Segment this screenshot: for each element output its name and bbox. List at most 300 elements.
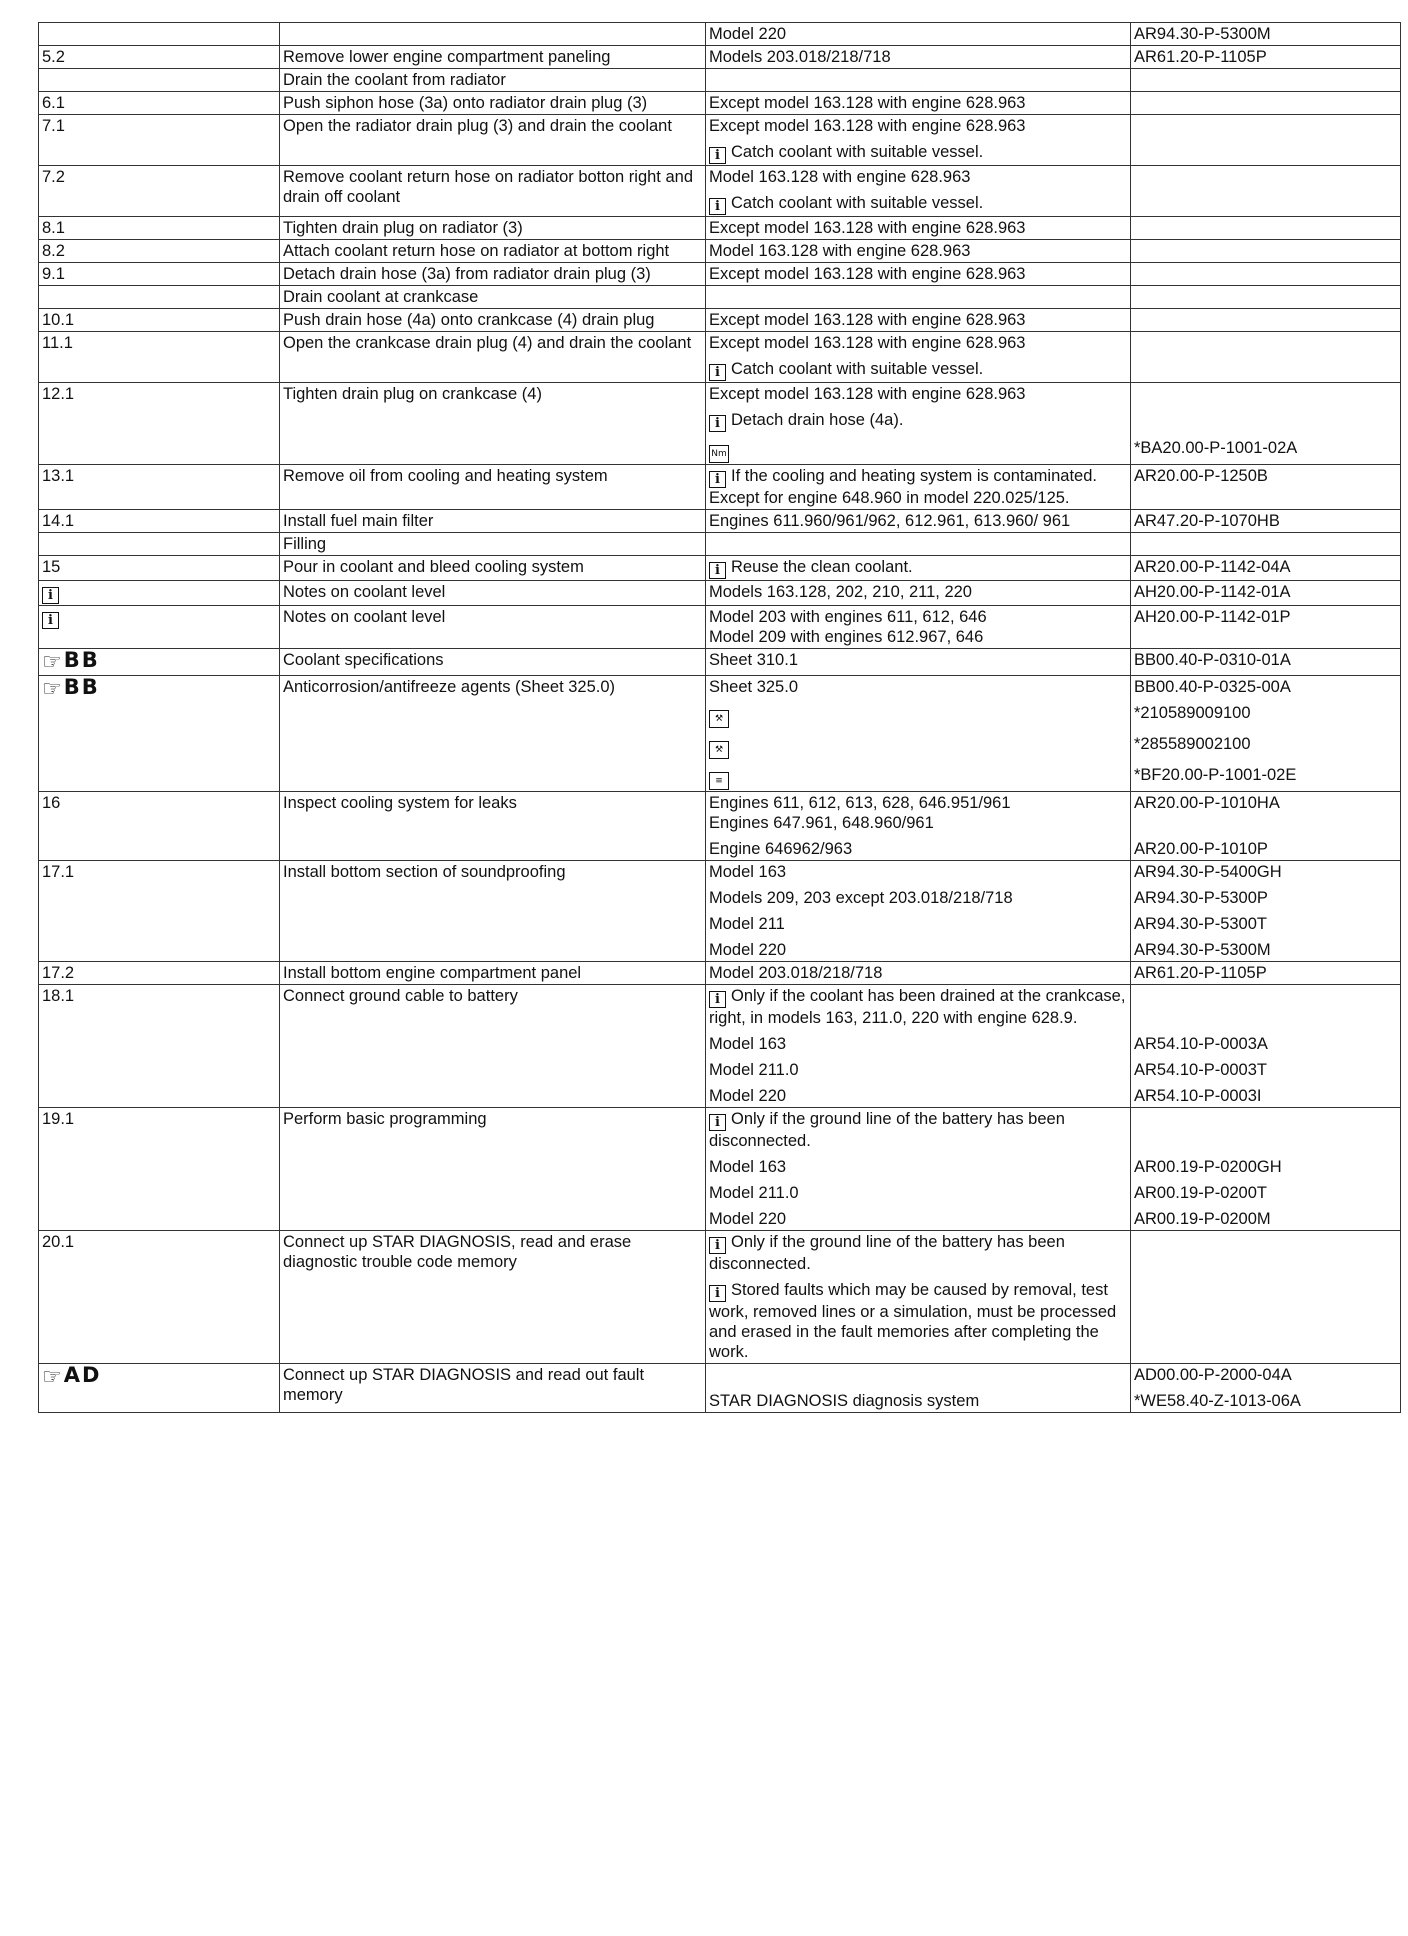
step-description: Push drain hose (4a) onto crankcase (4) drain plug [280, 309, 706, 332]
step-conditions [706, 23, 1131, 46]
reference-code: AR00.19-P-0200M [1134, 1210, 1271, 1228]
step-description: Inspect cooling system for leaks [280, 792, 706, 861]
condition-line [709, 963, 1127, 983]
reference-code: AR94.30-P-5300P [1134, 889, 1268, 907]
reference-code [1134, 1232, 1397, 1274]
procedure-row [39, 962, 1401, 985]
step-number: 8.2 [42, 242, 65, 260]
step-number-cell [39, 792, 280, 861]
condition-text: Except model 163.128 with engine 628.963 [709, 117, 1026, 135]
info-icon: i [709, 198, 726, 215]
step-number-cell [39, 263, 280, 286]
step-number: 12.1 [42, 385, 75, 403]
step-number: 11.1 [42, 334, 73, 352]
step-description: Remove oil from cooling and heating system [280, 465, 706, 510]
step-description: Detach drain hose (3a) from radiator drain plug (3) [280, 263, 706, 286]
step-number-cell [39, 92, 280, 115]
step-references [1131, 962, 1401, 985]
step-references [1131, 1364, 1401, 1413]
step-description: Tighten drain plug on radiator (3) [280, 217, 706, 240]
procedure-row [39, 332, 1401, 383]
step-references [1131, 46, 1401, 69]
step-description: Drain coolant at crankcase [280, 286, 706, 309]
procedure-row [39, 985, 1401, 1108]
condition-line [709, 218, 1127, 238]
step-number-cell [39, 46, 280, 69]
reference-code: *210589009100 [1134, 704, 1251, 722]
condition-line [709, 310, 1127, 330]
hand-pointer-icon: ☞ [42, 677, 62, 702]
info-icon: i [42, 612, 59, 629]
condition-line [709, 167, 1127, 187]
step-number: 17.2 [42, 964, 75, 982]
reference-code [1134, 1109, 1397, 1151]
step-conditions [706, 985, 1131, 1108]
condition-line [709, 1157, 1127, 1177]
info-icon: i [709, 991, 726, 1008]
step-conditions [706, 46, 1131, 69]
condition-line [709, 986, 1127, 1028]
step-number-cell [39, 606, 280, 649]
step-number-cell [39, 23, 280, 46]
condition-line [709, 1280, 1127, 1362]
reference-code: *BF20.00-P-1001-02E [1134, 766, 1297, 784]
step-number: 7.1 [42, 117, 65, 135]
step-references [1131, 240, 1401, 263]
condition-line [709, 940, 1127, 960]
fluid-icon: ≡ [709, 772, 729, 790]
step-references [1131, 985, 1401, 1108]
condition-text: Models 203.018/218/718 [709, 48, 891, 66]
condition-line [709, 116, 1127, 136]
condition-text: Except model 163.128 with engine 628.963 [709, 311, 1026, 329]
condition-line [709, 607, 1127, 647]
step-description: Coolant specifications [280, 649, 706, 676]
condition-line [709, 410, 1127, 432]
reference-code: AR00.19-P-0200T [1134, 1184, 1267, 1202]
step-conditions [706, 861, 1131, 962]
procedure-row [39, 581, 1401, 606]
condition-line [709, 862, 1127, 882]
condition-line [709, 47, 1127, 67]
condition-text: Model 203.018/218/718 [709, 964, 883, 982]
condition-line [709, 914, 1127, 934]
reference-code [1134, 310, 1397, 330]
procedure-row [39, 1231, 1401, 1364]
condition-line [709, 93, 1127, 113]
condition-line [709, 1391, 1127, 1411]
condition-text: Engines 611, 612, 613, 628, 646.951/961 Engines 647.961, 648.960/961 [709, 794, 1011, 832]
reference-code: AR94.30-P-5300M [1134, 25, 1271, 43]
reference-code [1134, 1280, 1397, 1362]
reference-code [1134, 193, 1397, 215]
procedure-row [39, 383, 1401, 465]
condition-text: Model 211 [709, 915, 785, 933]
step-number-cell [39, 383, 280, 465]
condition-text: Model 211.0 [709, 1061, 799, 1079]
condition-line [709, 1232, 1127, 1274]
step-number: 9.1 [42, 265, 65, 283]
step-description: Remove coolant return hose on radiator botton right and drain off coolant [280, 166, 706, 217]
hand-pointer-icon: ☞ [42, 650, 62, 675]
step-references [1131, 510, 1401, 533]
step-references [1131, 465, 1401, 510]
step-number: 7.2 [42, 168, 65, 186]
reference-code: AR20.00-P-1010P [1134, 840, 1268, 858]
step-conditions [706, 510, 1131, 533]
condition-text: Except model 163.128 with engine 628.963 [709, 385, 1026, 403]
condition-line [709, 888, 1127, 908]
procedure-row [39, 69, 1401, 92]
condition-text: Stored faults which may be caused by removal, test work, removed lines or a simulation, must be processed and erased in the fault memories after completing the work. [709, 1281, 1117, 1361]
step-number: 17.1 [42, 863, 75, 881]
reference-code: AR54.10-P-0003A [1134, 1035, 1268, 1053]
step-number-cell [39, 240, 280, 263]
condition-line [709, 534, 1127, 554]
step-description: Tighten drain plug on crankcase (4) [280, 383, 706, 465]
condition-line [709, 1183, 1127, 1203]
step-number: 15 [42, 558, 61, 576]
condition-line [709, 1034, 1127, 1054]
step-conditions [706, 240, 1131, 263]
condition-text: Model 220 [709, 25, 787, 43]
condition-line [709, 24, 1127, 44]
step-description [280, 23, 706, 46]
condition-line [709, 582, 1127, 602]
step-conditions [706, 1108, 1131, 1231]
info-icon: i [709, 147, 726, 164]
condition-text: Model 220 [709, 941, 787, 959]
step-number-cell [39, 649, 280, 676]
reference-code: AR00.19-P-0200GH [1134, 1158, 1282, 1176]
reference-code [1134, 167, 1397, 187]
step-conditions [706, 92, 1131, 115]
procedure-row [39, 533, 1401, 556]
reference-code: AR61.20-P-1105P [1134, 964, 1267, 982]
step-number: BB [63, 648, 100, 672]
torque-icon: Nm [709, 445, 729, 463]
step-conditions [706, 556, 1131, 581]
info-icon: i [709, 1237, 726, 1254]
reference-code: AR54.10-P-0003I [1134, 1087, 1262, 1105]
condition-line [709, 511, 1127, 531]
condition-line [709, 1109, 1127, 1151]
condition-line [709, 438, 1127, 463]
step-number-cell [39, 861, 280, 962]
info-icon: i [709, 471, 726, 488]
step-references [1131, 166, 1401, 217]
step-number: 16 [42, 794, 61, 812]
info-icon: i [709, 562, 726, 579]
condition-line [709, 359, 1127, 381]
step-references [1131, 649, 1401, 676]
step-number-cell [39, 533, 280, 556]
step-number: 14.1 [42, 512, 75, 530]
step-number-cell [39, 962, 280, 985]
condition-line [709, 734, 1127, 759]
step-number-cell [39, 1231, 280, 1364]
reference-code: AR94.30-P-5300M [1134, 941, 1271, 959]
condition-text: Model 163 [709, 1035, 787, 1053]
reference-code [1134, 384, 1397, 404]
step-references [1131, 606, 1401, 649]
reference-code: AR20.00-P-1250B [1134, 467, 1268, 485]
step-references [1131, 92, 1401, 115]
step-conditions [706, 309, 1131, 332]
condition-text: Catch coolant with suitable vessel. [731, 143, 984, 161]
reference-code [1134, 116, 1397, 136]
step-references [1131, 861, 1401, 962]
step-description: Filling [280, 533, 706, 556]
step-conditions [706, 792, 1131, 861]
condition-line [709, 793, 1127, 833]
step-conditions [706, 383, 1131, 465]
step-description: Anticorrosion/antifreeze agents (Sheet 325.0) [280, 676, 706, 792]
condition-line [709, 703, 1127, 728]
reference-code: AR20.00-P-1142-04A [1134, 558, 1291, 576]
condition-text: Model 163 [709, 1158, 787, 1176]
step-number-cell [39, 166, 280, 217]
step-description: Notes on coolant level [280, 606, 706, 649]
condition-text: Model 163 [709, 863, 787, 881]
step-number: 19.1 [42, 1110, 75, 1128]
step-references [1131, 263, 1401, 286]
step-number: 8.1 [42, 219, 65, 237]
condition-text: Models 163.128, 202, 210, 211, 220 [709, 583, 972, 601]
condition-text: If the cooling and heating system is contaminated. Except for engine 648.960 in model 220.025/125. [709, 467, 1097, 507]
step-description: Install bottom section of soundproofing [280, 861, 706, 962]
procedure-row [39, 1364, 1401, 1413]
step-description: Connect ground cable to battery [280, 985, 706, 1108]
reference-code [1134, 359, 1397, 381]
procedure-row [39, 510, 1401, 533]
condition-text: Catch coolant with suitable vessel. [731, 360, 984, 378]
step-references [1131, 309, 1401, 332]
step-description: Remove lower engine compartment paneling [280, 46, 706, 69]
step-number-cell [39, 465, 280, 510]
step-references [1131, 1231, 1401, 1364]
procedure-row [39, 606, 1401, 649]
reference-code: AR47.20-P-1070HB [1134, 512, 1280, 530]
step-description: Push siphon hose (3a) onto radiator drain plug (3) [280, 92, 706, 115]
procedure-row [39, 46, 1401, 69]
condition-line [709, 241, 1127, 261]
procedure-row [39, 115, 1401, 166]
procedure-row [39, 861, 1401, 962]
condition-text: Only if the ground line of the battery has been disconnected. [709, 1110, 1065, 1150]
reference-code: BB00.40-P-0325-00A [1134, 678, 1291, 696]
reference-code [1134, 142, 1397, 164]
step-number-cell [39, 581, 280, 606]
step-conditions [706, 1364, 1131, 1413]
condition-line [709, 557, 1127, 579]
step-references [1131, 533, 1401, 556]
step-references [1131, 383, 1401, 465]
step-conditions [706, 533, 1131, 556]
info-icon: i [709, 415, 726, 432]
step-conditions [706, 581, 1131, 606]
step-references [1131, 792, 1401, 861]
procedure-row [39, 792, 1401, 861]
step-conditions [706, 649, 1131, 676]
info-icon: i [709, 1114, 726, 1131]
step-description: Pour in coolant and bleed cooling system [280, 556, 706, 581]
step-conditions [706, 332, 1131, 383]
condition-text: Sheet 310.1 [709, 651, 798, 669]
step-description: Install fuel main filter [280, 510, 706, 533]
step-conditions [706, 606, 1131, 649]
tool-icon: ⚒ [709, 710, 729, 728]
step-conditions [706, 263, 1131, 286]
step-number: AD [63, 1363, 102, 1387]
procedure-row [39, 556, 1401, 581]
step-number-cell [39, 115, 280, 166]
condition-line [709, 1086, 1127, 1106]
condition-text: Model 220 [709, 1087, 787, 1105]
step-conditions [706, 676, 1131, 792]
condition-text: Only if the ground line of the battery has been disconnected. [709, 1233, 1065, 1273]
reference-code: AH20.00-P-1142-01P [1134, 608, 1291, 626]
reference-code: BB00.40-P-0310-01A [1134, 651, 1291, 669]
reference-code: AR61.20-P-1105P [1134, 48, 1267, 66]
condition-line [709, 70, 1127, 90]
step-number-cell [39, 985, 280, 1108]
reference-code: AD00.00-P-2000-04A [1134, 1366, 1292, 1384]
condition-line [709, 193, 1127, 215]
step-conditions [706, 217, 1131, 240]
condition-line [709, 333, 1127, 353]
step-number-cell [39, 309, 280, 332]
step-references [1131, 1108, 1401, 1231]
reference-code [1134, 410, 1397, 432]
condition-text: Model 211.0 [709, 1184, 799, 1202]
condition-line [709, 264, 1127, 284]
condition-line [709, 142, 1127, 164]
step-description: Install bottom engine compartment panel [280, 962, 706, 985]
condition-line [709, 1365, 1127, 1385]
step-number-cell [39, 676, 280, 792]
reference-code [1134, 218, 1397, 238]
condition-text: STAR DIAGNOSIS diagnosis system [709, 1392, 980, 1410]
step-references [1131, 556, 1401, 581]
procedure-row [39, 1108, 1401, 1231]
procedure-document [38, 22, 1372, 1413]
step-number: 10.1 [42, 311, 75, 329]
condition-text: Sheet 325.0 [709, 678, 798, 696]
procedure-row [39, 263, 1401, 286]
procedure-row [39, 240, 1401, 263]
step-description: Drain the coolant from radiator [280, 69, 706, 92]
step-description: Connect up STAR DIAGNOSIS and read out fault memory [280, 1364, 706, 1413]
step-conditions [706, 115, 1131, 166]
info-icon: i [42, 587, 59, 604]
condition-line [709, 1060, 1127, 1080]
procedure-row [39, 649, 1401, 676]
step-number-cell [39, 286, 280, 309]
step-references [1131, 23, 1401, 46]
step-number: 5.2 [42, 48, 65, 66]
condition-line [709, 650, 1127, 670]
condition-line [709, 384, 1127, 404]
condition-line [709, 839, 1127, 859]
procedure-row [39, 676, 1401, 792]
reference-code: AR94.30-P-5300T [1134, 915, 1267, 933]
condition-line [709, 765, 1127, 790]
step-references [1131, 581, 1401, 606]
condition-text: Catch coolant with suitable vessel. [731, 194, 984, 212]
condition-text: Model 220 [709, 1210, 787, 1228]
procedure-table [38, 22, 1401, 1413]
condition-text: Except model 163.128 with engine 628.963 [709, 334, 1026, 352]
step-number-cell [39, 556, 280, 581]
reference-code: AR20.00-P-1010HA [1134, 794, 1280, 812]
condition-text: Engine 646962/963 [709, 840, 853, 858]
condition-line [709, 1209, 1127, 1229]
step-conditions [706, 962, 1131, 985]
step-description: Open the radiator drain plug (3) and drain the coolant [280, 115, 706, 166]
step-references [1131, 332, 1401, 383]
reference-code [1134, 241, 1397, 261]
step-description: Attach coolant return hose on radiator at bottom right [280, 240, 706, 263]
condition-line [709, 677, 1127, 697]
procedure-row [39, 23, 1401, 46]
reference-code [1134, 70, 1397, 90]
step-references [1131, 69, 1401, 92]
step-description: Connect up STAR DIAGNOSIS, read and erase diagnostic trouble code memory [280, 1231, 706, 1364]
condition-line [709, 466, 1127, 508]
reference-code [1134, 287, 1397, 307]
condition-text: Except model 163.128 with engine 628.963 [709, 265, 1026, 283]
reference-code: *285589002100 [1134, 735, 1251, 753]
procedure-table-body [39, 23, 1401, 1413]
step-number-cell [39, 217, 280, 240]
step-number: 20.1 [42, 1233, 75, 1251]
procedure-row [39, 166, 1401, 217]
reference-code [1134, 264, 1397, 284]
step-conditions [706, 1231, 1131, 1364]
condition-line [709, 287, 1127, 307]
step-number-cell [39, 69, 280, 92]
condition-text: Detach drain hose (4a). [731, 411, 904, 429]
procedure-row [39, 92, 1401, 115]
step-references [1131, 115, 1401, 166]
step-description: Perform basic programming [280, 1108, 706, 1231]
hand-pointer-icon: ☞ [42, 1365, 62, 1390]
reference-code: AR94.30-P-5400GH [1134, 863, 1282, 881]
reference-code [1134, 534, 1397, 554]
info-icon: i [709, 364, 726, 381]
info-icon: i [709, 1285, 726, 1302]
condition-text: Models 209, 203 except 203.018/218/718 [709, 889, 1013, 907]
condition-text: Model 163.128 with engine 628.963 [709, 168, 971, 186]
reference-code: AR54.10-P-0003T [1134, 1061, 1267, 1079]
tool-icon: ⚒ [709, 741, 729, 759]
step-references [1131, 676, 1401, 792]
procedure-row [39, 217, 1401, 240]
step-references [1131, 286, 1401, 309]
step-number-cell [39, 510, 280, 533]
step-number-cell [39, 1108, 280, 1231]
step-number: 6.1 [42, 94, 65, 112]
procedure-row [39, 309, 1401, 332]
condition-text: Except model 163.128 with engine 628.963 [709, 94, 1026, 112]
step-number: BB [63, 675, 100, 699]
step-conditions [706, 465, 1131, 510]
step-conditions [706, 69, 1131, 92]
reference-code [1134, 333, 1397, 353]
reference-code [1134, 986, 1397, 1028]
step-conditions [706, 286, 1131, 309]
